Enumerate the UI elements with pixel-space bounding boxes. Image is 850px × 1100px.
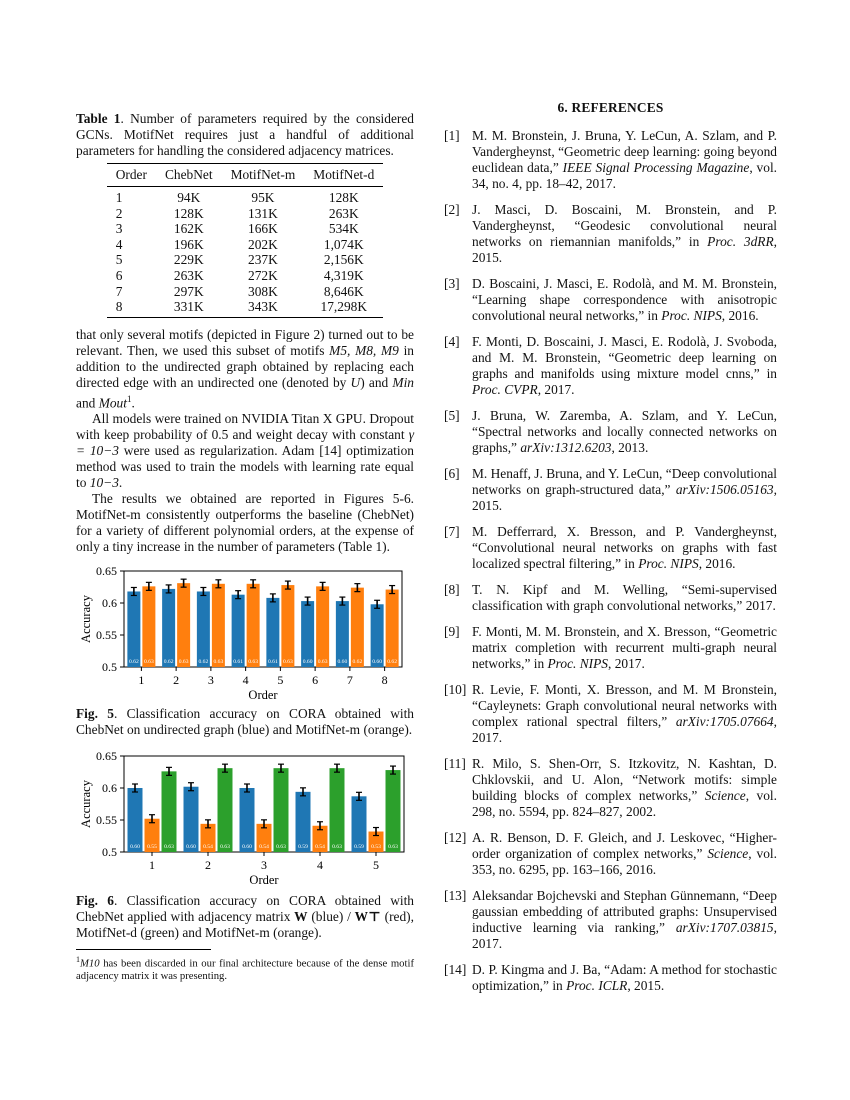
bar-value-label: 0.60 [302, 659, 313, 666]
reference-venue: arXiv:1707.03815 [675, 920, 774, 935]
bar-value-label: 0.62 [387, 659, 398, 666]
reference-text [472, 202, 777, 266]
reference-number: [8] [444, 582, 460, 597]
bar [240, 788, 255, 852]
parameters-table [107, 163, 384, 318]
table-row [107, 237, 384, 253]
table-cell: 1,074K [323, 236, 364, 252]
reference-venue: Proc. CVPR [472, 382, 538, 397]
reference-item [444, 624, 777, 672]
figure-label: Fig. 5 [76, 706, 114, 722]
table-cell: 263K [173, 267, 204, 283]
reference-item [444, 682, 777, 746]
reference-text-part: Aleksandar Bojchevski and Stephan Günnemann, “Deep gaussian embedding of attributed graphs: Unsupervised inductive learning via ranking,” [472, 888, 777, 935]
reference-text-part: , 2017. [472, 920, 777, 951]
bar-value-label: 0.63 [164, 844, 174, 851]
reference-item [444, 408, 777, 456]
bar [351, 588, 364, 667]
references-heading: 6. REFERENCES [557, 100, 664, 115]
table-cell: 202K [248, 236, 278, 252]
table-cell: 297K [173, 283, 204, 299]
bar-value-label: 0.55 [147, 844, 157, 851]
table-cell: 95K [251, 190, 275, 205]
bar-value-label: 0.62 [128, 659, 139, 666]
x-tick-label: 1 [138, 673, 145, 688]
reference-text-part: , 2016. [721, 308, 759, 323]
reference-number: [6] [444, 466, 460, 481]
bar [301, 601, 314, 667]
table-cell: 534K [328, 221, 359, 237]
figure-6-chart [76, 746, 414, 886]
reference-text-part: , 2015. [472, 482, 777, 513]
figure-label: Fig. 6 [76, 893, 114, 909]
table-cell: 128K [328, 190, 359, 205]
reference-text-part: J. Masci, D. Boscaini, M. Bronstein, and P. Vandergheynst, “Geodesic convolutional neural networks on riemannian manifolds,” in [472, 202, 777, 249]
reference-venue: arXiv:1506.05163 [675, 482, 774, 497]
reference-number: [11] [444, 756, 466, 771]
table-cell: 94K [177, 190, 201, 205]
table-cell: 7 [115, 283, 123, 299]
table-row [107, 268, 384, 284]
math-u: U [350, 374, 361, 390]
reference-text-part: M. Defferrard, X. Bresson, and P. Vandergheynst, “Convolutional neural networks on graphs with fast localized spectral filtering,” in [472, 524, 777, 571]
bar [127, 592, 140, 668]
table-header: MotifNet-d [304, 164, 383, 187]
figure-6-caption [76, 893, 414, 941]
bar-value-label: 0.63 [143, 659, 154, 666]
text: and [76, 395, 99, 411]
footnote-marker: 1 [126, 393, 132, 404]
bar [177, 583, 190, 667]
bar-value-label: 0.60 [242, 844, 252, 851]
bar-value-label: 0.62 [198, 659, 209, 666]
reference-item [444, 888, 777, 952]
reference-text-part: , vol. 298, no. 5594, pp. 824–827, 2002. [472, 788, 778, 819]
bar-value-label: 0.53 [371, 844, 381, 851]
reference-text-part: , 2015. [627, 978, 665, 993]
reference-text [472, 466, 777, 514]
bar-value-label: 0.54 [259, 844, 269, 851]
table-cell: 8,646K [323, 283, 364, 299]
reference-venue: IEEE Signal Processing Magazine [562, 160, 750, 175]
bar-value-label: 0.62 [352, 659, 363, 666]
reference-venue: Proc. ICLR [566, 978, 628, 993]
x-tick-label: 1 [149, 858, 155, 873]
paragraph [76, 411, 414, 491]
reference-text [472, 830, 777, 878]
figure-caption-text: (blue) / [307, 909, 355, 925]
bar [371, 604, 384, 667]
reference-text-part: R. Levie, F. Monti, X. Bresson, and M. M Bronstein, “Cayleynets: Graph convolutional neural networks with complex rational spectral filters,” [472, 682, 777, 729]
bar [212, 584, 225, 667]
text: . [118, 475, 123, 491]
table-caption-text: . Number of parameters required by the considered GCNs. MotifNet requires just a handful of additional parameters for handling the considered adjacency matrices. [76, 111, 414, 158]
y-tick-label: 0.6 [102, 781, 117, 796]
table-row [107, 299, 384, 317]
x-tick-label: 4 [242, 673, 249, 688]
reference-text [472, 888, 777, 952]
bar-value-label: 0.62 [163, 659, 174, 666]
reference-text-part: , 2015. [472, 234, 777, 265]
bar [336, 601, 349, 667]
paragraph: The results we obtained are reported in Figures 5-6. MotifNet-m consistently outperforms the baseline (ChebNet) for a variety of different polynomial orders, at the expense of only a tiny increase in the number of parameters (Table 1). [76, 491, 414, 555]
bar-value-label: 0.60 [337, 659, 348, 666]
table-cell: 8 [107, 299, 156, 317]
bar [386, 770, 401, 852]
reference-text-part: T. N. Kipf and M. Welling, “Semi-supervised classification with graph convolutional networks,” 2017. [472, 582, 777, 613]
reference-item [444, 756, 777, 820]
reference-item [444, 128, 777, 192]
table-cell: 237K [248, 252, 278, 268]
y-tick-label: 0.65 [96, 564, 117, 579]
table-row [107, 206, 384, 222]
reference-text [472, 334, 777, 398]
bar-value-label: 0.63 [213, 659, 224, 666]
bar [197, 592, 210, 668]
math-wt: W⊤ [354, 909, 381, 925]
table-row [107, 252, 384, 268]
table-row [107, 284, 384, 300]
math-gamma: γ = 10−3 [76, 427, 414, 459]
bar [386, 590, 399, 667]
reference-text [472, 682, 777, 746]
y-tick-label: 0.55 [96, 628, 117, 643]
bar-value-label: 0.60 [130, 844, 140, 851]
bar [184, 787, 199, 852]
reference-item [444, 202, 777, 266]
reference-item [444, 524, 777, 572]
math-mout: Mout [98, 395, 127, 411]
x-axis-label: Order [249, 873, 279, 887]
reference-venue: arXiv:1705.07664 [675, 714, 774, 729]
x-tick-label: 4 [317, 858, 323, 873]
table-cell: 4,319K [323, 267, 364, 283]
table-body [107, 187, 384, 318]
y-tick-label: 0.65 [96, 749, 117, 764]
reference-text-part: M. Henaff, J. Bruna, and Y. LeCun, “Deep convolutional networks on graph-structured data,” [472, 466, 777, 497]
reference-venue: Science [707, 846, 749, 861]
table-cell: 229K [173, 252, 204, 268]
reference-number: [7] [444, 524, 460, 539]
table-row [107, 187, 384, 206]
table-cell: 2,156K [323, 252, 364, 268]
bar-value-label: 0.63 [388, 844, 398, 851]
reference-venue: Proc. 3dRR [707, 234, 774, 249]
reference-text-part: , 2017. [608, 656, 645, 671]
figure-5-chart [76, 561, 414, 699]
text: All models were trained on NVIDIA Titan X GPU. Dropout with keep probability of 0.5 and weight decay with constant [76, 411, 414, 443]
bar [274, 768, 289, 852]
reference-text-part: A. R. Benson, D. F. Gleich, and J. Leskovec, “Higher-order organization of complex networks,” [472, 830, 777, 861]
reference-number: [10] [444, 682, 467, 697]
bar [266, 598, 279, 667]
reference-item [444, 334, 777, 398]
math-lr: 10−3 [89, 475, 119, 491]
table-row [107, 221, 384, 237]
reference-text-part: D. Boscaini, J. Masci, E. Rodolà, and M. M. Bronstein, “Learning shape correspondence with anisotropic convolutional neural networks,” in [472, 276, 777, 323]
reference-venue: Science [704, 788, 746, 803]
reference-item [444, 276, 777, 324]
table-cell: 331K [156, 299, 222, 317]
bar-value-label: 0.63 [178, 659, 189, 666]
bar [218, 768, 233, 852]
table-cell: 2 [115, 205, 123, 221]
x-tick-label: 3 [207, 673, 214, 688]
bar-value-label: 0.60 [186, 844, 196, 851]
reference-number: [9] [444, 624, 460, 639]
table-header: ChebNet [156, 164, 222, 187]
text: in addition to the undirected graph obtained by replacing each directed edge with an undirected one (denoted by [76, 342, 414, 390]
reference-text-part: D. P. Kingma and J. Ba, “Adam: A method for stochastic optimization,” in [472, 962, 777, 993]
y-tick-label: 0.55 [96, 813, 117, 828]
figure-6 [76, 746, 414, 941]
x-tick-label: 2 [205, 858, 211, 873]
bar-value-label: 0.63 [317, 659, 328, 666]
figure-5-caption [76, 706, 414, 738]
reference-item [444, 962, 777, 994]
table-header: MotifNet-m [222, 164, 305, 187]
footnote-text: has been discarded in our final architecture because of the dense motif adjacency matrix it was presenting. [76, 957, 414, 982]
right-column [444, 100, 777, 1004]
table-cell: 308K [248, 283, 278, 299]
table-header: Order [107, 164, 156, 187]
y-axis-label: Accuracy [79, 780, 93, 829]
bar-value-label: 0.54 [315, 844, 325, 851]
reference-venue: Proc. NIPS [547, 656, 608, 671]
x-tick-label: 8 [381, 673, 388, 688]
x-tick-label: 2 [173, 673, 180, 688]
figure-caption-text: (red), MotifNet-d (green) and MotifNet-m (orange). [76, 909, 414, 941]
left-column [76, 100, 414, 982]
math-m10: M10 [80, 957, 100, 970]
bar-value-label: 0.59 [354, 844, 364, 851]
table-cell: 1 [115, 190, 123, 205]
reference-number: [1] [444, 128, 460, 143]
reference-number: [12] [444, 830, 467, 845]
reference-number: [5] [444, 408, 460, 423]
reference-number: [2] [444, 202, 460, 217]
table-cell: 162K [173, 221, 204, 237]
x-tick-label: 3 [261, 858, 267, 873]
bar-value-label: 0.61 [267, 659, 278, 666]
reference-item [444, 830, 777, 878]
bar [316, 587, 329, 668]
table-cell: 263K [328, 205, 359, 221]
table-cell: 272K [248, 267, 278, 283]
bar-value-label: 0.63 [248, 659, 259, 666]
reference-text [472, 276, 777, 324]
table-cell: 128K [173, 205, 204, 221]
bar [128, 788, 143, 852]
reference-text-part: , 2016. [698, 556, 736, 571]
reference-text [472, 408, 777, 456]
footnote-rule [76, 949, 211, 950]
bar-value-label: 0.63 [220, 844, 230, 851]
paragraph [76, 327, 414, 411]
reference-item [444, 466, 777, 514]
x-tick-label: 7 [346, 673, 353, 688]
reference-text-part: F. Monti, D. Boscaini, J. Masci, E. Rodolà, J. Svoboda, and M. M. Bronstein, “Geometric deep learning on graphs and manifolds using mixture model cnns,” in [472, 334, 777, 381]
reference-text [472, 582, 777, 614]
y-tick-label: 0.5 [102, 845, 117, 860]
reference-number: [14] [444, 962, 467, 977]
bar [162, 772, 177, 853]
bar-value-label: 0.63 [282, 659, 293, 666]
figure-caption-text: . Classification accuracy on CORA obtained with ChebNet applied with adjacency matrix [76, 893, 414, 925]
reference-venue: Proc. NIPS [638, 556, 699, 571]
figure-caption-text: . Classification accuracy on CORA obtained with ChebNet on undirected graph (blue) and MotifNet-m (orange). [76, 706, 414, 738]
bar-value-label: 0.63 [276, 844, 286, 851]
text: that only several motifs (depicted in Figure 2) turned out to be relevant. Then, we used this subset of motifs [76, 326, 414, 358]
reference-number: [13] [444, 888, 467, 903]
y-axis-label: Accuracy [79, 595, 93, 644]
math-motifs: M5, M8, M9 [329, 342, 399, 358]
bar-value-label: 0.60 [372, 659, 383, 666]
reference-text [472, 624, 777, 672]
bar [296, 792, 311, 852]
table-caption [76, 111, 414, 159]
reference-number: [3] [444, 276, 460, 291]
reference-text-part: , vol. 353, no. 6295, pp. 163–166, 2016. [472, 846, 777, 877]
table-header-row [107, 164, 384, 187]
reference-text-part: , 2017. [537, 382, 575, 397]
footnote [76, 954, 414, 982]
table-cell: 4 [115, 236, 123, 252]
reference-text [472, 756, 777, 820]
table-cell: 196K [173, 236, 204, 252]
bar [281, 585, 294, 667]
text: were used as regularization. Adam [14] optimization method was used to train the models with learning rate equal to [76, 443, 414, 491]
reference-text-part: M. M. Bronstein, J. Bruna, Y. LeCun, A. Szlam, and P. Vandergheynst, “Geometric deep learning: going beyond euclidean data,” [472, 128, 777, 175]
reference-text-part: , 2013. [611, 440, 649, 455]
table-cell: 17,298K [304, 299, 383, 317]
math-w: W [294, 909, 308, 925]
reference-text-part: , 2017. [472, 714, 777, 745]
x-tick-label: 5 [373, 858, 379, 873]
math-min: Min [392, 374, 414, 390]
table-cell: 343K [222, 299, 305, 317]
reference-text-part: R. Milo, S. Shen-Orr, S. Itzkovitz, N. Kashtan, D. Chklovskii, and U. Alon, “Network motifs: simple building blocks of complex networks,” [472, 756, 777, 803]
y-tick-label: 0.6 [102, 596, 117, 611]
reference-venue: Proc. NIPS [661, 308, 722, 323]
bar [142, 587, 155, 668]
bar-value-label: 0.63 [332, 844, 342, 851]
figure-5 [76, 561, 414, 738]
text: . [131, 395, 135, 411]
x-tick-label: 6 [312, 673, 319, 688]
table-cell: 166K [248, 221, 278, 237]
bar-value-label: 0.54 [203, 844, 213, 851]
table-cell: 3 [115, 221, 123, 237]
reference-text [472, 524, 777, 572]
reference-text-part: F. Monti, M. M. Bronstein, and X. Bresson, “Geometric matrix completion with recurrent multi-graph neural networks,” in [472, 624, 777, 671]
reference-list [444, 128, 777, 994]
bar [232, 595, 245, 667]
bar [162, 589, 175, 667]
y-tick-label: 0.5 [102, 660, 117, 675]
bar [247, 584, 260, 667]
reference-text [472, 962, 777, 994]
reference-text-part: J. Bruna, W. Zaremba, A. Szlam, and Y. LeCun, “Spectral networks and locally connected networks on graphs,” [472, 408, 777, 455]
footnote-mark: 1 [76, 955, 80, 965]
table-label: Table 1 [76, 111, 121, 126]
reference-text [472, 128, 777, 192]
x-tick-label: 5 [277, 673, 284, 688]
table-cell: 131K [248, 205, 278, 221]
bar [330, 768, 345, 852]
table-cell: 5 [115, 252, 123, 268]
bar-value-label: 0.61 [233, 659, 244, 666]
x-axis-label: Order [248, 688, 278, 700]
bar-value-label: 0.59 [298, 844, 308, 851]
text: ) and [360, 374, 393, 390]
reference-text-part: , vol. 34, no. 4, pp. 18–42, 2017. [472, 160, 778, 191]
reference-number: [4] [444, 334, 460, 349]
reference-item [444, 582, 777, 614]
reference-venue: arXiv:1312.6203 [520, 440, 612, 455]
table-cell: 6 [115, 267, 123, 283]
